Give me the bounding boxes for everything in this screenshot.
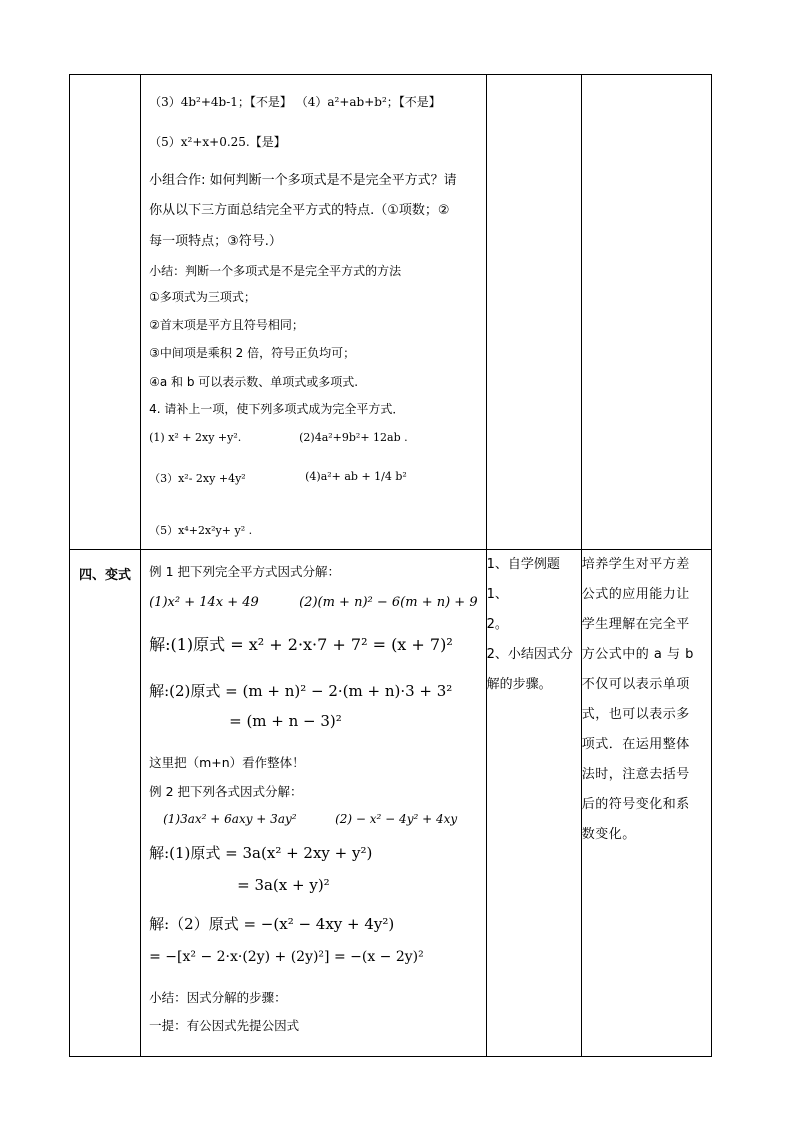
text-line: ③中间项是乘积 2 倍，符号正负均可； xyxy=(149,346,356,360)
fill-question-1: (1) x² + 2xy +y². xyxy=(149,431,242,444)
content-cell-top xyxy=(141,75,487,550)
stage-label: 四、变式 xyxy=(70,550,141,1057)
note-text: 这里把（m+n）看作整体！ xyxy=(149,755,305,770)
goal-line: 公式的应用能力让 xyxy=(581,587,690,602)
table-row xyxy=(70,75,712,550)
solution-1b-line-2: = (m + n − 3)² xyxy=(229,712,342,730)
example-2-problem-2: (2) − x² − 4y² + 4xy xyxy=(335,812,458,826)
fill-question-3: （3）x²- 2xy +4y² xyxy=(149,472,246,485)
example-2-problem-1: (1)3ax² + 6axy + 3ay² xyxy=(163,812,297,826)
goal-line: 不仅可以表示单项 xyxy=(581,677,690,692)
example-1-title: 例 1 把下列完全平方式因式分解： xyxy=(149,564,341,579)
text-line: 小结：判断一个多项式是不是完全平方式的方法 xyxy=(149,264,402,278)
text-line: 4. 请补上一项，使下列多项式成为完全平方式． xyxy=(149,402,405,416)
text-line: 每一项特点；③符号.） xyxy=(149,234,282,249)
goal-cell-empty xyxy=(581,75,711,550)
goal-line: 学生理解在完全平 xyxy=(581,617,690,632)
student-line: 1、自学例题1、 xyxy=(486,557,560,602)
goal-line: 培养学生对平方差 xyxy=(581,557,690,572)
example-1-problem-1: (1)x² + 14x + 49 xyxy=(149,595,259,610)
solution-1a: 解:(1)原式 = x² + 2·x·7 + 7² = (x + 7)² xyxy=(149,635,453,654)
goal-line: 式，也可以表示多 xyxy=(581,707,690,722)
goal-line: 法时，注意去括号 xyxy=(581,767,690,782)
solution-1b-line-1: 解:(2)原式 = (m + n)² − 2·(m + n)·3 + 3² xyxy=(149,682,453,700)
text-line: （3）4b²+4b-1；【不是】 （4）a²+ab+b²；【不是】 xyxy=(149,95,441,109)
student-line: 2、小结因式分 xyxy=(486,647,573,662)
student-line: 解的步骤。 xyxy=(486,677,552,692)
text-line: 你从以下三方面总结完全平方式的特点.（①项数；② xyxy=(149,203,450,218)
text-line: ①多项式为三项式； xyxy=(149,290,256,304)
content-cell-bottom xyxy=(141,550,487,1057)
fill-question-5: （5）x⁴+2x²y+ y² . xyxy=(149,524,253,537)
text-line: ②首末项是平方且符号相同； xyxy=(149,318,304,332)
goal-line: 项式．在运用整体 xyxy=(581,737,690,752)
text-line: ④a 和 b 可以表示数、单项式或多项式. xyxy=(149,375,359,389)
student-cell-empty xyxy=(486,75,581,550)
student-activity-cell xyxy=(486,550,581,1057)
solution-2b-line-2: = −[x² − 2·x·(2y) + (2y)²] = −(x − 2y)² xyxy=(149,949,424,965)
goal-line: 方公式中的 a 与 b xyxy=(581,647,694,662)
text-line: 小组合作: 如何判断一个多项式是不是完全平方式？请 xyxy=(149,173,457,188)
summary-title: 小结：因式分解的步骤： xyxy=(149,990,287,1005)
design-intent-cell xyxy=(581,550,711,1057)
solution-2b-line-1: 解:（2）原式 = −(x² − 4xy + 4y²) xyxy=(149,915,395,933)
solution-2a-line-1: 解:(1)原式 = 3a(x² + 2xy + y²) xyxy=(149,844,373,862)
solution-2a-line-2: = 3a(x + y)² xyxy=(237,876,330,894)
summary-step-1: 一提：有公因式先提公因式 xyxy=(149,1018,300,1033)
example-2-title: 例 2 把下列各式因式分解： xyxy=(149,784,303,799)
table-row xyxy=(70,550,712,1057)
goal-line: 后的符号变化和系 xyxy=(581,797,690,812)
stage-cell-empty xyxy=(70,75,141,550)
student-line: 2。 xyxy=(486,617,508,632)
text-line: （5）x²+x+0.25.【是】 xyxy=(149,135,286,149)
goal-line: 数变化。 xyxy=(581,827,636,842)
lesson-plan-table xyxy=(69,74,712,1057)
fill-question-4: (4)a²+ ab + 1/4 b² xyxy=(305,470,407,483)
fill-question-2: (2)4a²+9b²+ 12ab . xyxy=(299,431,408,444)
example-1-problem-2: (2)(m + n)² − 6(m + n) + 9 xyxy=(299,595,478,610)
